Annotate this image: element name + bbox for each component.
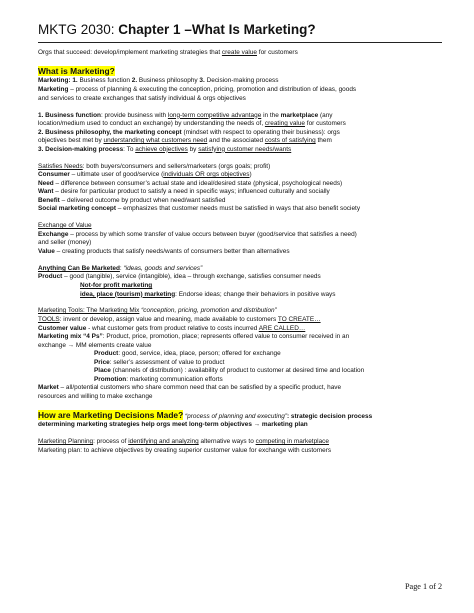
- note-line: idea, place (tourism) marketing: Endorse ideas; change their behaviors in positive ways: [80, 290, 336, 298]
- note-line: TOOLS: invent or develop, assign value and meaning, made available to customers TO CREATE…: [38, 316, 321, 324]
- subheading-satisfies-needs: Satisfies Needs: [38, 162, 83, 170]
- note-line: Marketing: 1. Business function 2. Business philosophy 3. Decision-making process: [38, 77, 279, 85]
- note-line: Exchange – process by which some transfer of value occurs between buyer (good/service that satisfies a need): [38, 230, 357, 238]
- note-line: and services to create exchanges that satisfy individual & orgs objectives: [38, 94, 246, 102]
- note-line: 3. Decision-making process: To achieve objectives by satisfying customer needs/wants: [38, 145, 292, 153]
- note-line: Not-for profit marketing: [80, 281, 153, 289]
- chapter-label: Chapter 1: [118, 22, 181, 37]
- note-line: 2. Business philosophy, the marketing concept (mindset with respect to operating their business): orgs: [38, 128, 340, 136]
- note-line: Place (channels of distribution) : availability of product to customer at desired time and location: [94, 367, 365, 375]
- section-heading-how-decisions: How are Marketing Decisions Made? “process of planning and executing”: strategic decision process: [38, 409, 373, 420]
- note-line: Marketing plan: to achieve objectives by creating superior customer value for exchange with customers: [38, 446, 332, 454]
- note-line: exchange → MM elements create value: [38, 341, 152, 349]
- notes-body: [38, 49, 446, 455]
- note-line: Customer value - what customer gets from product relative to costs incurred ARE CALLED…: [38, 324, 306, 332]
- intro-line: Orgs that succeed: develop/implement marketing strategies that create value for customers: [38, 49, 298, 56]
- note-line: Want – desire for particular product to satisfy a need in specific ways; influenced culturally and socially: [38, 188, 330, 196]
- note-line: Social marketing concept – emphasizes that customer needs must be satisfied in ways that also benefit society: [38, 205, 361, 213]
- note-line: Benefit – delivered outcome by product when need/want satisfied: [38, 196, 226, 204]
- section-heading-what-is-marketing: What is Marketing?: [38, 65, 115, 76]
- page-title: [38, 22, 316, 37]
- note-line: location/medium used to conduct an exchange) by understanding the needs of, creating value for customers: [38, 120, 346, 128]
- note-line: Marketing Planning: process of identifying and analyzing alternative ways to competing in marketplace: [38, 438, 329, 446]
- note-line: Satisfies Needs: both buyers/consumers and sellers/marketers (orgs goals; profit): [38, 162, 271, 170]
- note-line: Marketing mix “4 Ps”: Product, price, promotion, place; represents offered value to consumer received in an: [38, 333, 350, 341]
- note-line: Product – good (tangible), service (intangible), idea – through exchange, satisfies consumer needs: [38, 273, 321, 281]
- note-line: Promotion: marketing communication efforts: [94, 375, 223, 383]
- subheading-exchange-of-value: Exchange of Value: [38, 222, 92, 230]
- note-line: Product: good, service, idea, place, person; offered for exchange: [94, 350, 281, 358]
- note-line: Value – creating products that satisfy needs/wants of consumers better than alternatives: [38, 247, 290, 255]
- note-line: Need – difference between consumer’s actual state and ideal/desired state (physical, psychological needs): [38, 179, 343, 187]
- title-rule: [38, 42, 442, 43]
- subheading-marketing-tools: Marketing Tools: The Marketing Mix “conception, pricing, promotion and distribution”: [38, 307, 277, 315]
- note-line: Price: seller’s assessment of value to product: [94, 358, 225, 366]
- page-number: Page 1 of 2: [405, 582, 443, 591]
- chapter-title: –What Is Marketing?: [180, 22, 316, 37]
- note-line: Market – all/potential customers who share common need that can be satisfied by a specific product, have: [38, 384, 342, 392]
- note-line: objectives best met by understanding what customers need and the associated costs of satisfying them: [38, 137, 332, 145]
- note-line: resources and willing to make exchange: [38, 392, 153, 400]
- course-code: MKTG 2030:: [38, 22, 115, 37]
- note-line: 1. Business function: provide business with long-term competitive advantage in the marketplace (any: [38, 111, 333, 119]
- note-line: Marketing – process of planning & executing the conception, pricing, promotion and distribution of ideas, goods: [38, 86, 357, 94]
- note-line: Consumer – ultimate user of good/service (individuals OR orgs objectives): [38, 171, 252, 179]
- note-line: and seller (money): [38, 239, 92, 247]
- note-line: determining marketing strategies help orgs meet long-term objectives → marketing plan: [38, 421, 308, 429]
- subheading-anything-marketed: Anything Can Be Marketed: “ideas, goods and services”: [38, 264, 203, 272]
